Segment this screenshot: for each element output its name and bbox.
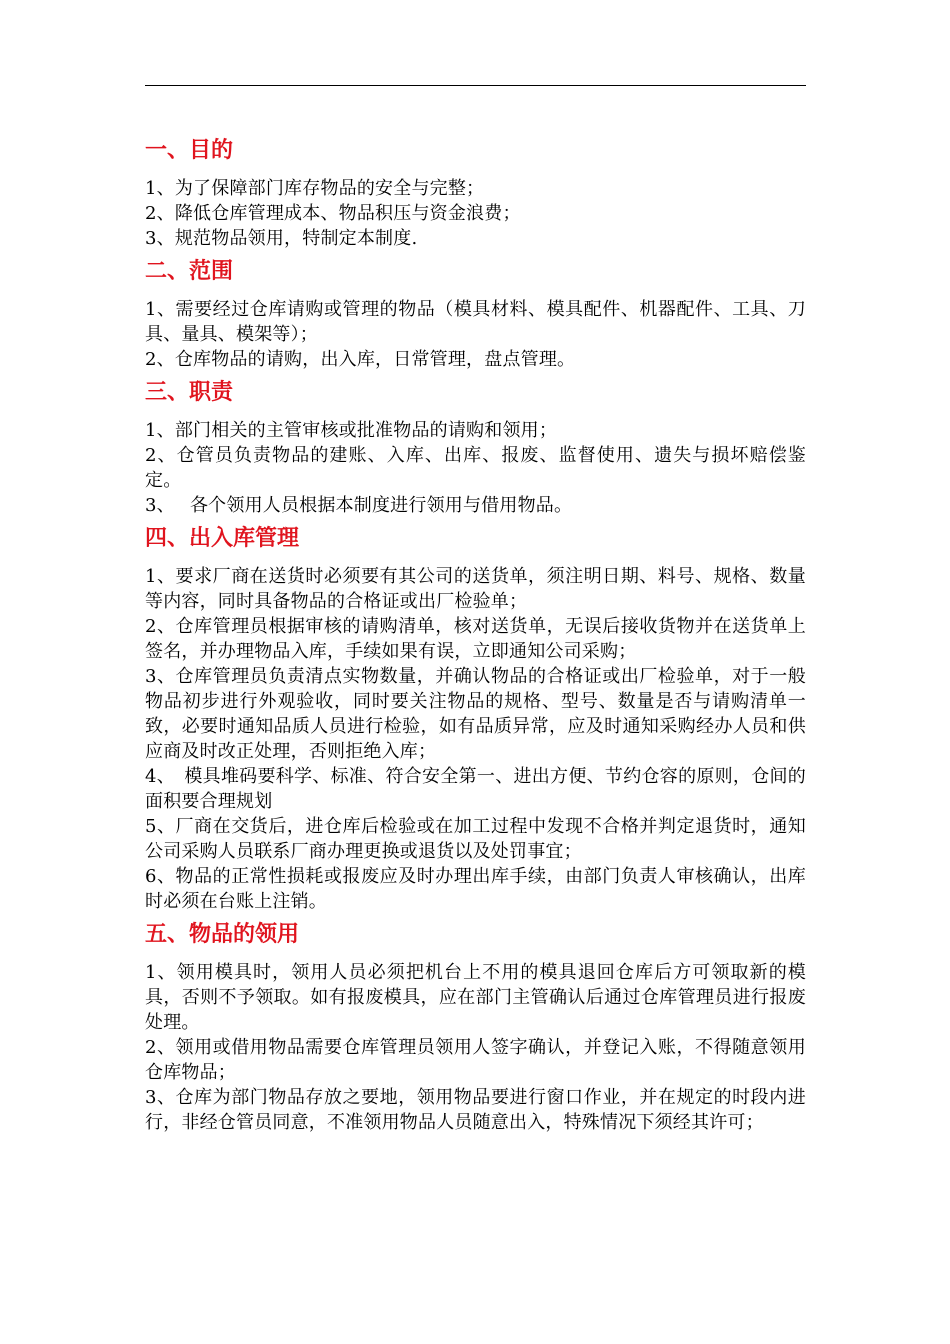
list-item: 2、仓管员负责物品的建账、入库、出库、报废、监督使用、遗失与损坏赔偿鉴定。: [145, 445, 806, 491]
list-item: 1、需要经过仓库请购或管理的物品（模具材料、模具配件、机器配件、工具、刀具、量具、模架等）；: [145, 299, 806, 345]
list-item: 2、降低仓库管理成本、物品积压与资金浪费；: [145, 203, 521, 224]
section-title: 一、目的: [145, 138, 234, 163]
list-item: 1、领用模具时，领用人员必须把机台上不用的模具退回仓库后方可领取新的模具，否则不予领取。如有报废模具，应在部门主管确认后通过仓库管理员进行报废处理。: [145, 962, 806, 1033]
list-item: 1、为了保障部门库存物品的安全与完整；: [145, 178, 485, 199]
section-item-requisition: [145, 920, 806, 1135]
list-item: 1、部门相关的主管审核或批准物品的请购和领用；: [145, 420, 558, 441]
section-title: 三、职责: [145, 380, 234, 405]
section-title: 二、范围: [145, 259, 234, 284]
list-item: 5、厂商在交货后，进仓库后检验或在加工过程中发现不合格并判定退货时，通知公司采购人员联系厂商办理更换或退货以及处罚事宜；: [145, 816, 806, 862]
list-item: 3、 各个领用人员根据本制度进行领用与借用物品。: [145, 495, 573, 516]
section-purpose: [145, 136, 806, 251]
list-item: 3、规范物品领用，特制定本制度.: [145, 228, 418, 249]
list-item: 3、仓库管理员负责清点实物数量，并确认物品的合格证或出厂检验单，对于一般物品初步进行外观验收，同时要关注物品的规格、型号、数量是否与请购清单一致，必要时通知品质人员进行检验，如有品质异常，应及时通知采购经办人员和供应商及时改正处理，否则拒绝入库；: [145, 666, 806, 762]
list-item: 6、物品的正常性损耗或报废应及时办理出库手续，由部门负责人审核确认，出库时必须在台账上注销。: [145, 866, 806, 912]
list-item: 2、领用或借用物品需要仓库管理员领用人签字确认，并登记入账，不得随意领用仓库物品；: [145, 1037, 806, 1083]
list-item: 2、仓库物品的请购，出入库，日常管理，盘点管理。: [145, 349, 576, 370]
section-title: 五、物品的领用: [145, 922, 300, 947]
header-rule: [145, 85, 806, 86]
document-body: [145, 136, 806, 1141]
section-warehouse-management: [145, 524, 806, 914]
section-responsibilities: [145, 378, 806, 518]
list-item: 2、仓库管理员根据审核的请购清单，核对送货单，无误后接收货物并在送货单上签名，并办理物品入库，手续如果有误，立即通知公司采购；: [145, 616, 806, 662]
list-item: 4、 模具堆码要科学、标准、符合安全第一、进出方便、节约仓容的原则，仓间的面积要合理规划: [145, 766, 806, 812]
section-title: 四、出入库管理: [145, 526, 300, 551]
list-item: 3、仓库为部门物品存放之要地，领用物品要进行窗口作业，并在规定的时段内进行，非经仓管员同意，不准领用物品人员随意出入，特殊情况下须经其许可；: [145, 1087, 806, 1133]
section-scope: [145, 257, 806, 372]
list-item: 1、要求厂商在送货时必须要有其公司的送货单，须注明日期、料号、规格、数量等内容，同时具备物品的合格证或出厂检验单；: [145, 566, 806, 612]
